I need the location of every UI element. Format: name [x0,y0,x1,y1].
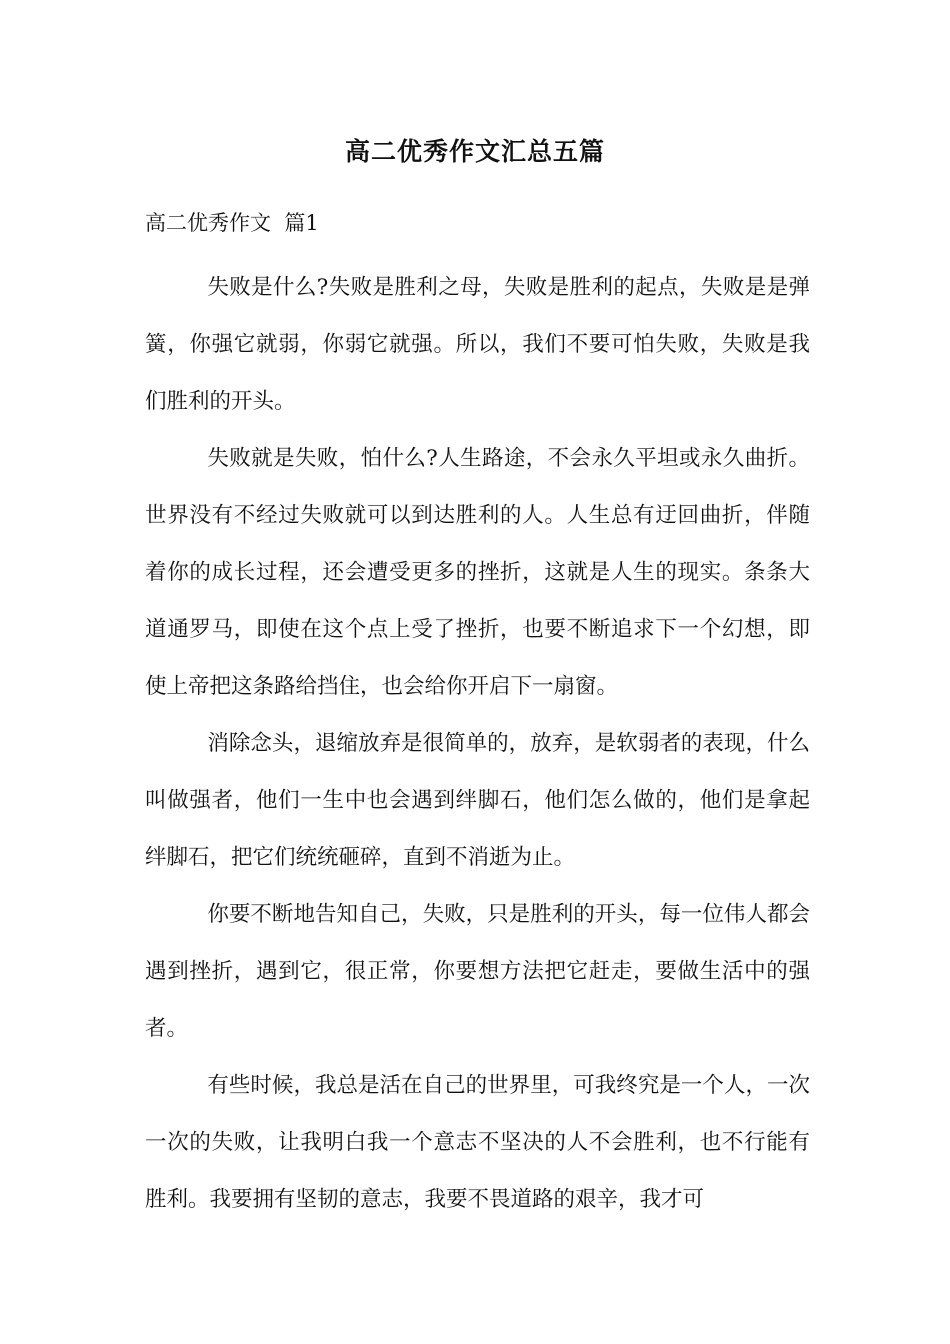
paragraph: 失败是什么?失败是胜利之母，失败是胜利的起点，失败是是弹簧，你强它就弱，你弱它就强。所以，我们不要可怕失败，失败是我们胜利的开头。 [145,275,810,414]
paragraph: 消除念头，退缩放弃是很简单的，放弃，是软弱者的表现，什么叫做强者，他们一生中也会遇到绊脚石，他们怎么做的，他们是拿起绊脚石，把它们统统砸碎，直到不消逝为止。 [145,731,810,870]
paragraph: 你要不断地告知自己，失败，只是胜利的开头，每一位伟人都会遇到挫折，遇到它，很正常，你要想方法把它赶走，要做生活中的强者。 [145,902,810,1041]
paragraph: 失败就是失败，怕什么?人生路途，不会永久平坦或永久曲折。世界没有不经过失败就可以到达胜利的人。人生总有迂回曲折，伴随着你的成长过程，还会遭受更多的挫折，这就是人生的现实。条条大道通罗马，即使在这个点上受了挫折，也要不断追求下一个幻想，即使上帝把这条路给挡住，也会给你开启下一扇窗。 [145,446,810,699]
essay-body [145,259,810,1228]
paragraph: 有些时候，我总是活在自己的世界里，可我终究是一个人，一次一次的失败，让我明白我一个意志不坚决的人不会胜利，也不行能有胜利。我要拥有坚韧的意志，我要不畏道路的艰辛，我才可 [145,1073,810,1212]
section-heading: 高二优秀作文 篇1 [145,211,319,235]
document-title: 高二优秀作文汇总五篇 [344,137,605,166]
